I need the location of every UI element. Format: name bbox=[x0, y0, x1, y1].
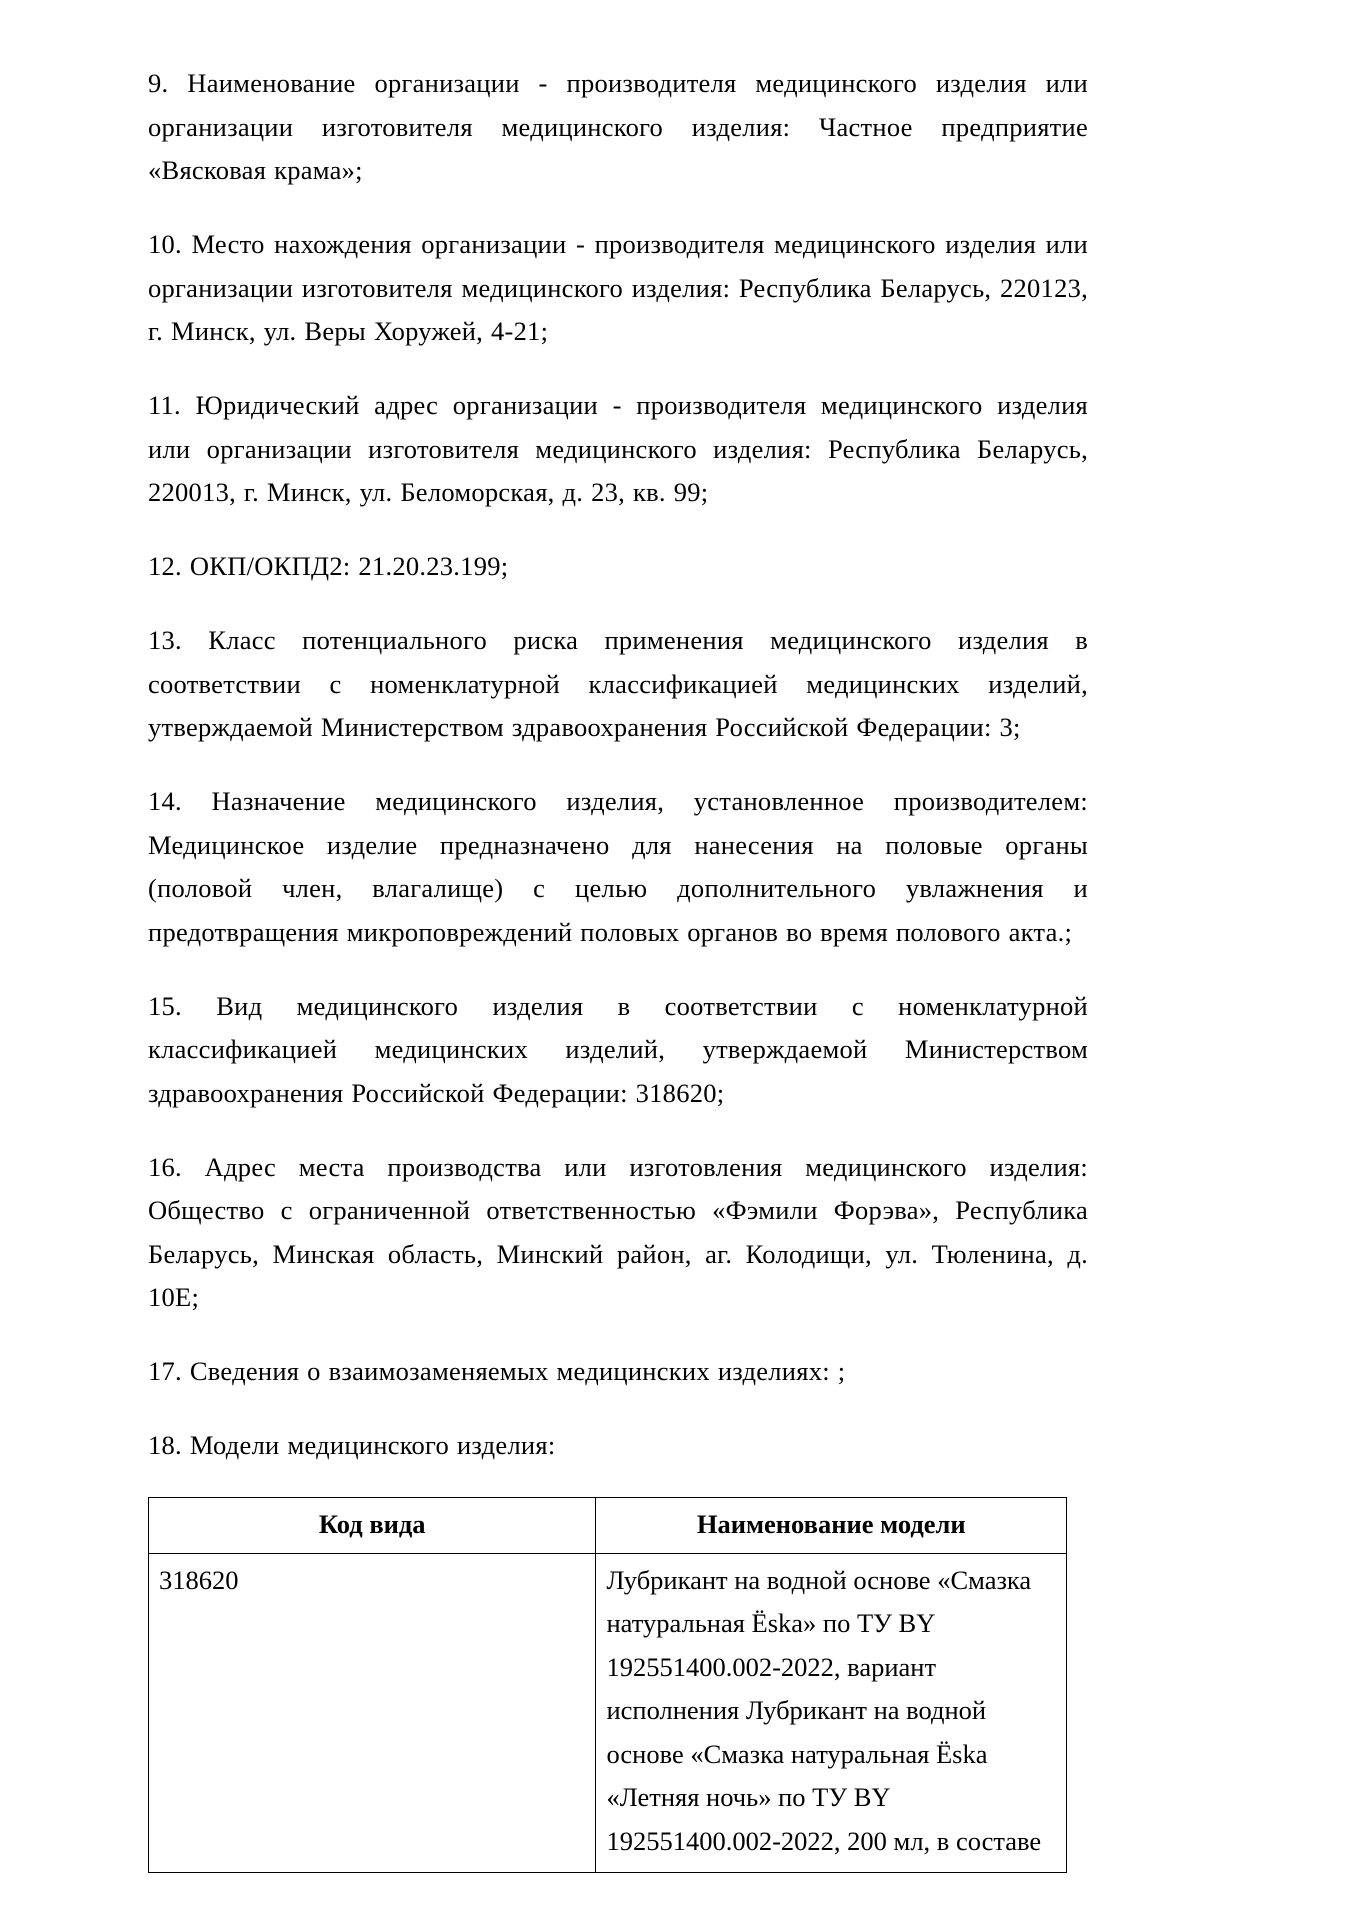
clause-10-paragraph: 10. Место нахождения организации - производителя медицинского изделия или организации изготовителя медицинского изделия: Республика Беларусь, 220123, г. Минск, ул. Веры Хоружей, 4-21; bbox=[148, 229, 1088, 346]
clause-18-paragraph: 18. Модели медицинского изделия: bbox=[148, 1430, 556, 1460]
clause-13-paragraph: 13. Класс потенциального риска применения медицинского изделия в соответствии с номенклатурной классификацией медицинских изделий, утверждаемой Министерством здравоохранения Российской Федерации: 3; bbox=[148, 625, 1088, 742]
models-table bbox=[148, 1497, 1067, 1874]
model-name-text: Лубрикант на водной основе «Смазка натуральная Ёska» по ТУ BY 192551400.002-2022, вариант исполнения Лубрикант на водной основе «Смазка натуральная Ёska «Летняя ночь» по ТУ BY 192551400.002-2022, 200 мл, в составе bbox=[606, 1564, 1042, 1856]
clause-17-paragraph: 17. Сведения о взаимозаменяемых медицинских изделиях: ; bbox=[148, 1356, 846, 1386]
column-header-name: Наименование модели bbox=[596, 1497, 1067, 1553]
column-header-code: Код вида bbox=[149, 1497, 596, 1553]
clause-16-paragraph: 16. Адрес места производства или изготовления медицинского изделия: Общество с ограниченной ответственностью «Фэмили Форэва», Республика Беларусь, Минская область, Минский район, аг. Колодищи, ул. Тюленина, д. 10Е; bbox=[148, 1151, 1088, 1312]
clause-9-paragraph: 9. Наименование организации - производителя медицинского изделия или организации изготовителя медицинского изделия: Частное предприятие «Вясковая крама»; bbox=[148, 68, 1088, 185]
clause-14-paragraph: 14. Назначение медицинского изделия, установленное производителем: Медицинское изделие предназначено для нанесения на половые органы (половой член, влагалище) с целью дополнительного увлажнения и предотвращения микроповреждений половых органов во время полового акта.; bbox=[148, 786, 1088, 947]
clause-15-paragraph: 15. Вид медицинского изделия в соответствии с номенклатурной классификацией медицинских изделий, утверждаемой Министерством здравоохранения Российской Федерации: 318620; bbox=[148, 990, 1088, 1108]
clause-12-paragraph: 12. ОКП/ОКПД2: 21.20.23.199; bbox=[148, 551, 509, 581]
models-table-head bbox=[149, 1497, 1067, 1553]
models-table-body bbox=[149, 1553, 1067, 1873]
cell-model-name bbox=[596, 1553, 1067, 1873]
clause-11-paragraph: 11. Юридический адрес организации - производителя медицинского изделия или организации изготовителя медицинского изделия: Республика Беларусь, 220013, г. Минск, ул. Беломорская, д. 23, кв. 99; bbox=[148, 390, 1088, 507]
table-header-row bbox=[149, 1497, 1067, 1553]
document-body bbox=[148, 62, 1088, 1873]
table-row bbox=[149, 1553, 1067, 1873]
cell-code-value: 318620 bbox=[149, 1553, 596, 1873]
